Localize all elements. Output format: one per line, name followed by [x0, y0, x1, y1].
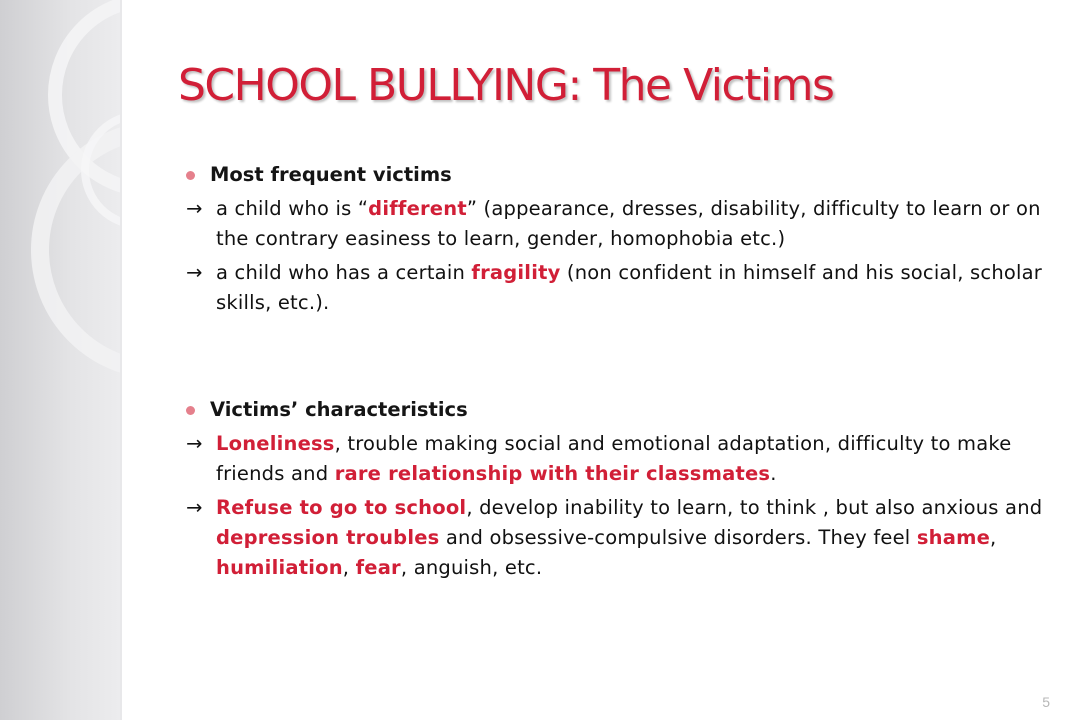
list-item-refuse-school — [186, 493, 1046, 583]
section-heading-text: Most frequent victims — [210, 163, 452, 186]
text-run: a child who has a certain — [216, 261, 472, 284]
list-item-different-child — [186, 194, 1046, 254]
section-heading-most-frequent-victims — [186, 160, 1046, 190]
list-item-loneliness — [186, 429, 1046, 489]
decorative-circles-graphic — [0, 0, 120, 720]
page-number: 5 — [1042, 694, 1050, 710]
highlight-term: shame — [916, 526, 991, 549]
arrow-right-icon: → — [186, 496, 203, 519]
band-divider — [120, 0, 122, 720]
bullet-dot-icon — [186, 406, 195, 415]
text-run: , trouble making social and emotional adaptation, difficulty to make friends and — [216, 432, 1012, 485]
text-run: , develop inability to learn, to think , but also anxious and — [466, 496, 1043, 519]
section-heading-text: Victims’ characteristics — [210, 398, 468, 421]
highlight-term: Refuse to go to school — [216, 496, 467, 519]
text-run: . — [770, 462, 777, 485]
arrow-right-icon: → — [186, 432, 203, 455]
highlight-term: different — [368, 197, 467, 220]
highlight-term: Loneliness — [216, 432, 335, 455]
text-run: , anguish, etc. — [400, 556, 543, 579]
text-run: , — [342, 556, 356, 579]
text-run: , — [990, 526, 997, 549]
highlight-term: rare relationship with their classmates — [334, 462, 771, 485]
text-run: and obsessive-compulsive disorders. They feel — [439, 526, 917, 549]
highlight-term: fear — [355, 556, 401, 579]
section-spacer — [186, 318, 1046, 395]
slide-content — [186, 160, 1046, 583]
section-heading-victims-characteristics — [186, 395, 1046, 425]
left-decorative-band — [0, 0, 120, 720]
list-item-fragile-child — [186, 258, 1046, 318]
text-run: ” (appearance, dresses, disability, difficulty to learn or on the contrary easiness to learn, gender, homophobia etc.) — [216, 197, 1041, 250]
slide-title: SCHOOL BULLYING: The Victims — [178, 60, 834, 111]
arrow-right-icon: → — [186, 261, 203, 284]
text-run: (non confident in himself and his social, scholar skills, etc.). — [216, 261, 1042, 314]
text-run: a child who is “ — [216, 197, 369, 220]
bullet-dot-icon — [186, 171, 195, 180]
arrow-right-icon: → — [186, 197, 203, 220]
highlight-term: fragility — [471, 261, 561, 284]
highlight-term: depression troubles — [216, 526, 440, 549]
highlight-term: humiliation — [216, 556, 343, 579]
